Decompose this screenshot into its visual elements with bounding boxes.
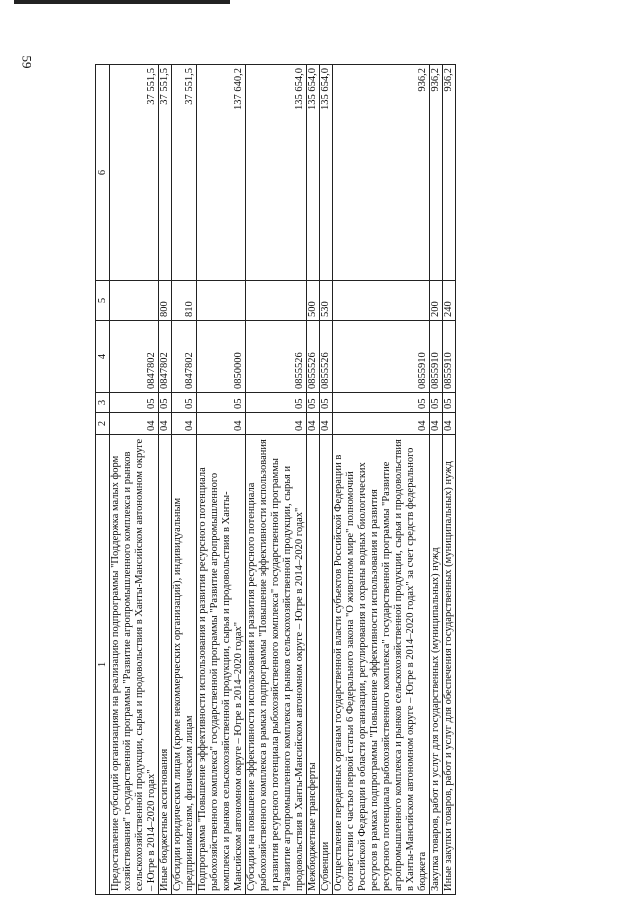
target-code-cell: 0855526: [320, 321, 333, 393]
expense-type-cell: 800: [159, 281, 172, 321]
description-cell: Субсидии на повышение эффективности использования и развития ресурсного потенциала рыбохозяйственного комплекса в рамках подпрограммы "Повышение эффективности использования и развития ресурсного потенциала рыбохозяйственного комплекса" государственной программы "Развитие агропромышленного комплекса и рынков сельскохозяйственной продукции, сырья и продовольствия в Ханты-Мансийском автономном округе – Югре в 2014–2020 годах": [246, 435, 307, 895]
header-cell: 6: [96, 65, 110, 281]
section-cell: 04: [159, 413, 172, 435]
target-code-cell: 0855910: [430, 321, 443, 393]
table-row: [430, 65, 443, 895]
header-cell: 4: [96, 321, 110, 393]
expense-type-cell: [333, 281, 430, 321]
table-row: [172, 65, 197, 895]
top-rule: [14, 0, 230, 4]
target-code-cell: 0855526: [246, 321, 307, 393]
budget-table: [95, 64, 456, 895]
section-cell: 04: [246, 413, 307, 435]
amount-cell: 135 654,0: [320, 65, 333, 281]
description-cell: Закупка товаров, работ и услуг для государственных (муниципальных) нужд: [430, 435, 443, 895]
target-code-cell: 0855526: [307, 321, 320, 393]
header-cell: 5: [96, 281, 110, 321]
amount-cell: 137 640,2: [197, 65, 246, 281]
target-code-cell: 0847802: [172, 321, 197, 393]
table-row: [110, 65, 159, 895]
amount-cell: 135 654,0: [246, 65, 307, 281]
subsection-cell: 05: [246, 393, 307, 413]
amount-cell: 135 654,0: [307, 65, 320, 281]
description-cell: Субвенции: [320, 435, 333, 895]
subsection-cell: 05: [333, 393, 430, 413]
expense-type-cell: [197, 281, 246, 321]
amount-cell: 37 551,5: [159, 65, 172, 281]
target-code-cell: 0850000: [197, 321, 246, 393]
description-cell: Межбюджетные трансферты: [307, 435, 320, 895]
description-cell: Предоставление субсидий организациям на реализацию подпрограммы "Поддержка малых форм хозяйствования" государственной программы "Развитие агропромышленного комплекса и рынков сельскохозяйственной продукции, сырья и продовольствия в Ханты-Мансийском автономном округе – Югре в 2014–2020 годах": [110, 435, 159, 895]
table-row: [443, 65, 456, 895]
section-cell: 04: [320, 413, 333, 435]
target-code-cell: 0847802: [110, 321, 159, 393]
amount-cell: 936,2: [333, 65, 430, 281]
section-cell: 04: [333, 413, 430, 435]
subsection-cell: 05: [172, 393, 197, 413]
expense-type-cell: 240: [443, 281, 456, 321]
section-cell: 04: [443, 413, 456, 435]
table-row: [246, 65, 307, 895]
amount-cell: 37 551,5: [110, 65, 159, 281]
header-cell: 2: [96, 413, 110, 435]
page-number: 59: [19, 55, 35, 69]
subsection-cell: 05: [307, 393, 320, 413]
section-cell: 04: [307, 413, 320, 435]
description-cell: Иные закупки товаров, работ и услуг для обеспечения государственных (муниципальных) нужд: [443, 435, 456, 895]
expense-type-cell: [110, 281, 159, 321]
description-cell: Осуществление переданных органам государственной власти субъектов Российской Федерации в соответствии с частью первой статьи 6 Федерального закона "О животном мире" полномочий Российской Федерации в области организации, регулирования и охраны водных биологических ресурсов в рамках подпрограммы "Повышение эффективности использования и развития ресурсного потенциала рыбохозяйственного комплекса" государственной программы "Развитие агропромышленного комплекса и рынков сельскохозяйственной продукции, сырья и продовольствия в Ханты-Мансийском автономном округе – Югре в 2014–2020 годах" за счет средств федерального бюджета: [333, 435, 430, 895]
target-code-cell: 0855910: [443, 321, 456, 393]
table-row: [307, 65, 320, 895]
table-row: [159, 65, 172, 895]
expense-type-cell: 500: [307, 281, 320, 321]
section-cell: 04: [430, 413, 443, 435]
subsection-cell: 05: [320, 393, 333, 413]
subsection-cell: 05: [197, 393, 246, 413]
target-code-cell: 0855910: [333, 321, 430, 393]
table-row: [320, 65, 333, 895]
amount-cell: 37 551,5: [172, 65, 197, 281]
section-cell: 04: [172, 413, 197, 435]
description-cell: Субсидии юридическим лицам (кроме некоммерческих организаций), индивидуальным предпринимателям, физическим лицам: [172, 435, 197, 895]
subsection-cell: 05: [159, 393, 172, 413]
description-cell: Иные бюджетные ассигнования: [159, 435, 172, 895]
header-cell: 1: [96, 435, 110, 895]
subsection-cell: 05: [110, 393, 159, 413]
amount-cell: 936,2: [430, 65, 443, 281]
section-cell: 04: [197, 413, 246, 435]
table-row: [333, 65, 430, 895]
table-row: [197, 65, 246, 895]
amount-cell: 936,2: [443, 65, 456, 281]
expense-type-cell: 810: [172, 281, 197, 321]
description-cell: Подпрограмма "Повышение эффективности использования и развития ресурсного потенциала рыбохозяйственного комплекса" государственной программы "Развитие агропромышленного комплекса и рынков сельскохозяйственной продукции, сырья и продовольствия в Ханты-Мансийском автономном округе – Югре в 2014–2020 годах": [197, 435, 246, 895]
subsection-cell: 05: [430, 393, 443, 413]
header-cell: 3: [96, 393, 110, 413]
target-code-cell: 0847802: [159, 321, 172, 393]
rotated-table-container: [95, 65, 635, 895]
expense-type-cell: [246, 281, 307, 321]
section-cell: 04: [110, 413, 159, 435]
subsection-cell: 05: [443, 393, 456, 413]
header-row: [96, 65, 110, 895]
expense-type-cell: 530: [320, 281, 333, 321]
expense-type-cell: 200: [430, 281, 443, 321]
